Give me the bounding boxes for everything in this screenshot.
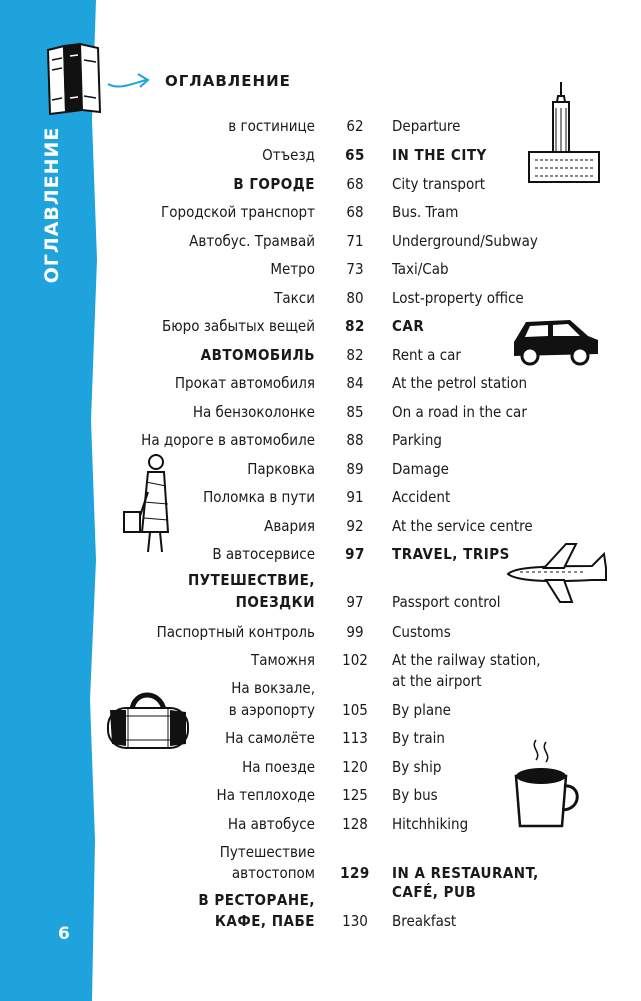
toc-entry-english: Departure (392, 117, 461, 135)
toc-entry-russian: Автобус. Трамвай (189, 232, 315, 250)
toc-entry-english: TRAVEL, TRIPS (392, 545, 510, 563)
toc-entry-russian: Такси (274, 289, 315, 307)
toc-page-number: 102 (342, 651, 368, 669)
toc-entry-russian: ПУТЕШЕСТВИЕ, (187, 571, 315, 589)
sidebar-title: ОГЛАВЛЕНИЕ (41, 126, 63, 284)
toc-entry-english: Lost-property office (392, 289, 524, 307)
toc-entry-russian: Паспортный контроль (156, 623, 315, 641)
toc-entry-english: Breakfast (392, 912, 457, 930)
toc-page-number: 113 (342, 729, 368, 747)
toc-entry-english: Underground/Subway (392, 232, 538, 250)
toc-entry-russian: Отъезд (262, 146, 315, 164)
toc-entry-russian: На самолёте (225, 729, 315, 747)
toc-entry-english: Taxi/Cab (392, 260, 449, 278)
toc-entry-russian: Метро (270, 260, 315, 278)
toc-page-number: 62 (346, 117, 364, 135)
toc-entry-english: By bus (392, 786, 438, 804)
toc-page-number: 99 (346, 623, 364, 641)
toc-entry-english: At the service centre (392, 517, 533, 535)
toc-page-number: 128 (342, 815, 368, 833)
toc-page-number: 68 (346, 175, 364, 193)
toc-entry-russian: в аэропорту (228, 701, 315, 719)
toc-entry-english: By plane (392, 701, 451, 719)
toc-page-number: 65 (345, 146, 365, 164)
toc-entry-russian: ПОЕЗДКИ (235, 593, 315, 611)
arrow-icon (106, 70, 152, 98)
toc-entry-english: Rent a car (392, 346, 461, 364)
toc-page-number: 80 (346, 289, 364, 307)
toc-page-number: 125 (342, 786, 368, 804)
toc-entry-english: On a road in the car (392, 403, 527, 421)
toc-page-number: 85 (346, 403, 364, 421)
toc-entry-english: City transport (392, 175, 486, 193)
toc-entry-russian: в гостинице (228, 117, 315, 135)
toc-heading: ОГЛАВЛЕНИЕ (165, 72, 291, 90)
toc-entry-english: At the petrol station (392, 374, 528, 392)
toc-page-number: 82 (346, 346, 364, 364)
skyscraper-icon (525, 82, 605, 190)
toc-entry-russian: На теплоходе (216, 786, 315, 804)
toc-entry-russian: На поезде (242, 758, 315, 776)
toc-entry-english: By ship (392, 758, 442, 776)
airplane-icon (504, 540, 608, 610)
toc-entry-russian: автостопом (231, 864, 315, 882)
car-icon (508, 312, 602, 370)
toc-page-number: 120 (342, 758, 368, 776)
toc-entry-russian: Путешествие (219, 843, 315, 861)
toc-page-number: 105 (342, 701, 368, 719)
toc-entry-english: Passport control (392, 593, 501, 611)
toc-page-number: 88 (346, 431, 364, 449)
toc-entry-english: Hitchhiking (392, 815, 469, 833)
toc-entry-english: Customs (392, 623, 451, 641)
toc-page-number: 97 (346, 593, 364, 611)
coffee-cup-icon (508, 738, 586, 838)
toc-entry-english: IN THE CITY (392, 146, 487, 164)
toc-entry-english: Accident (392, 488, 451, 506)
toc-entry-russian: Городской транспорт (161, 203, 315, 221)
toc-entry-english: CAFÉ, PUB (392, 883, 477, 901)
toc-page-number: 84 (346, 374, 364, 392)
page-number: 6 (58, 924, 70, 944)
toc-entry-english: Damage (392, 460, 449, 478)
toc-entry-russian: На автобусе (227, 815, 315, 833)
toc-page-number: 89 (346, 460, 364, 478)
toc-page-number: 82 (345, 317, 365, 335)
toc-page-number: 129 (340, 864, 370, 882)
toc-entry-english: Parking (392, 431, 442, 449)
toc-page-number: 130 (342, 912, 368, 930)
toc-entry-russian: КАФЕ, ПАБЕ (214, 912, 315, 930)
toc-entry-english: CAR (392, 317, 425, 335)
toc-entry-russian: На дороге в автомобиле (141, 431, 315, 449)
toc-entry-russian: На бензоколонке (192, 403, 315, 421)
toc-entry-english: At the railway station, (392, 651, 541, 669)
toc-entry-english: By train (392, 729, 445, 747)
traveler-icon (120, 452, 176, 560)
toc-entry-russian: Авария (264, 517, 315, 535)
toc-page-number: 91 (346, 488, 364, 506)
toc-page-number: 97 (345, 545, 365, 563)
toc-entry-russian: Бюро забытых вещей (162, 317, 315, 335)
toc-entry-russian: Парковка (247, 460, 315, 478)
toc-page-number: 68 (346, 203, 364, 221)
toc-entry-russian: АВТОМОБИЛЬ (200, 346, 315, 364)
toc-entry-english: at the airport (392, 672, 482, 690)
toc-page-number: 92 (346, 517, 364, 535)
toc-entry-russian: В ГОРОДЕ (233, 175, 315, 193)
toc-page-number: 73 (346, 260, 364, 278)
toc-entry-russian: Прокат автомобиля (174, 374, 315, 392)
bag-icon (102, 688, 194, 758)
toc-page-number: 71 (346, 232, 364, 250)
toc-entry-english: IN A RESTAURANT, (392, 864, 539, 882)
toc-entry-russian: В автосервисе (212, 545, 315, 563)
toc-entry-russian: На вокзале, (231, 679, 315, 697)
toc-entry-english: Bus. Tram (392, 203, 459, 221)
toc-entry-russian: Поломка в пути (203, 488, 315, 506)
toc-entry-russian: В РЕСТОРАНЕ, (198, 891, 315, 909)
books-icon (44, 40, 104, 120)
toc-entry-russian: Таможня (250, 651, 315, 669)
